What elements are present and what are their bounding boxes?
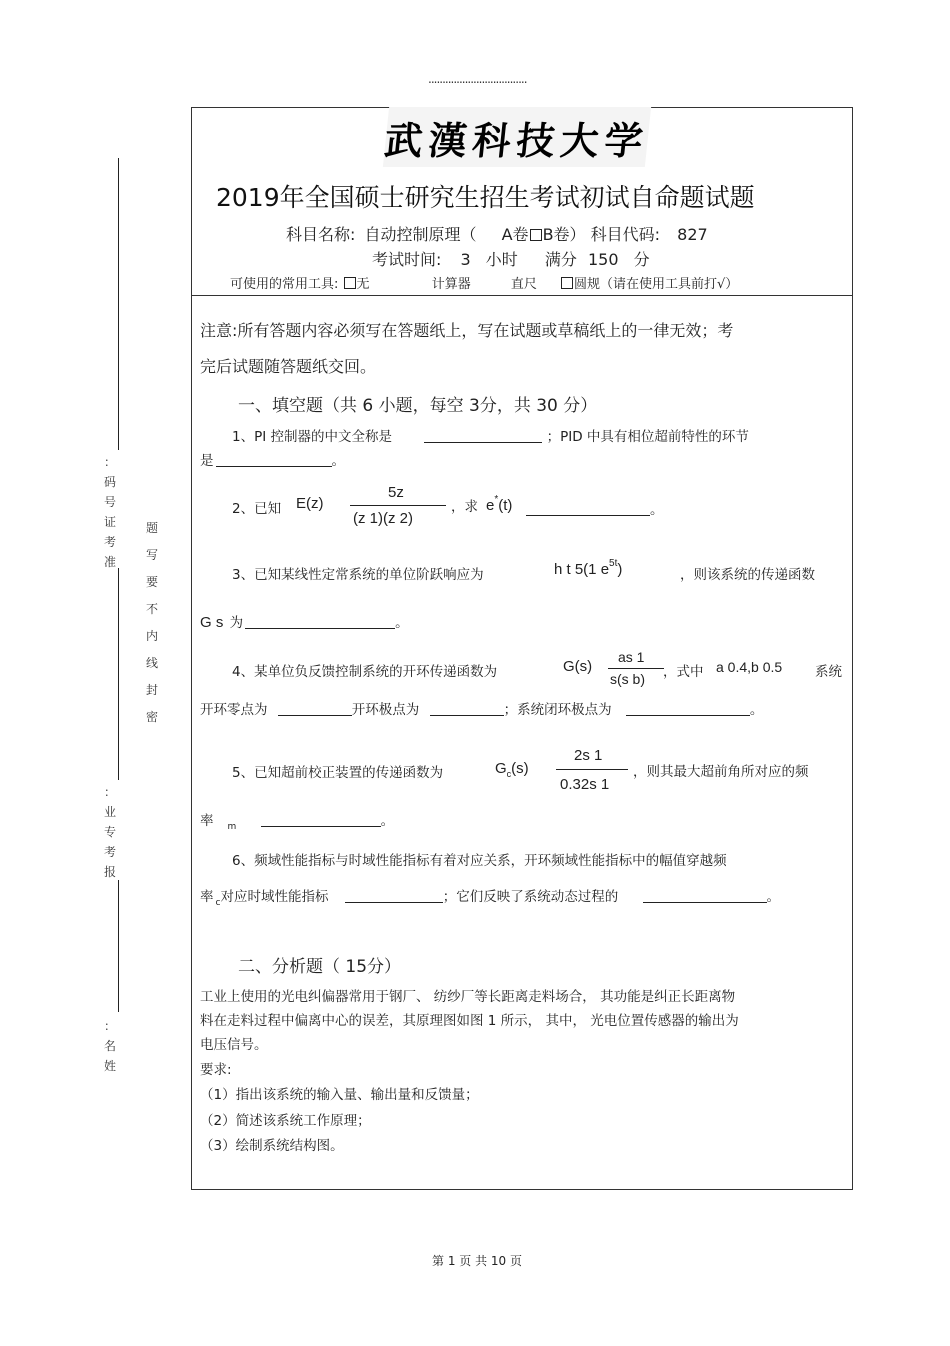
q4-blank-pole[interactable]: [430, 703, 504, 716]
q6-line-2: [200, 885, 781, 908]
q3-text-c: 为: [229, 615, 244, 631]
q6-text-b: 率: [200, 889, 214, 905]
q5-g-sub: c: [506, 769, 512, 779]
section2-req-1: （1）指出该系统的输入量、输出量和反馈量；: [200, 1087, 479, 1103]
time-line: [372, 247, 650, 270]
q2-fraction-line: [350, 505, 446, 506]
q1-text-c: 是: [200, 453, 214, 469]
notice-line-2: 完后试题随答题纸交回。: [200, 357, 377, 376]
q1-line-1: [232, 425, 749, 445]
subject-name: 自动控制原理（: [364, 225, 477, 244]
q2-text-a: 2、已知: [232, 501, 282, 517]
tool-ruler: 直尺: [510, 277, 537, 292]
q6-sub: c: [215, 898, 221, 908]
section2-req-label: 要求:: [200, 1062, 232, 1078]
q4-line-2: [200, 698, 763, 718]
q1-text-a: 1、PI 控制器的中文全称是: [232, 429, 393, 445]
q4-blank-zero[interactable]: [278, 703, 352, 716]
q2-target: [486, 494, 513, 514]
tools-line: [230, 273, 738, 292]
score-value: 150: [588, 250, 619, 269]
code-label: 科目代码:: [590, 225, 661, 244]
q5-fraction-line: [556, 769, 628, 770]
q6-end: 。: [766, 889, 781, 905]
q3-step-response: [554, 558, 623, 578]
q2-end: 。: [650, 502, 664, 518]
q3-text-a: 3、已知某线性定常系统的单位阶跃响应为: [232, 567, 484, 583]
q5-sub: m: [227, 822, 237, 832]
q4-blank-closed[interactable]: [626, 703, 750, 716]
q1-line-2: [200, 449, 345, 469]
q1-end: 。: [331, 453, 345, 469]
time-value: 3: [460, 250, 471, 269]
notice-line-1: 注意:所有答题内容必须写在答题纸上，写在试题或草稿纸上的一律无效；考: [200, 321, 734, 340]
section2-para-2: 料在走料过程中偏离中心的误差，其原理图如图 1 所示， 其中， 光电位置传感器的输出为: [200, 1013, 739, 1029]
paper-b: B卷）: [542, 225, 586, 244]
subject-line: [286, 222, 708, 245]
q3-exp: 5t: [609, 558, 618, 569]
q2-arg: (t): [498, 497, 513, 514]
q6-blank-1[interactable]: [345, 890, 443, 903]
q4-text-e: 开环极点为: [351, 702, 420, 718]
q3-line-2: [200, 611, 409, 631]
q5-blank[interactable]: [261, 814, 381, 827]
exam-title: 2019年全国硕士研究生招生考试初试自命题试题: [216, 183, 755, 212]
q2-answer: [526, 498, 664, 518]
subject-label: 科目名称:: [286, 225, 356, 244]
q4-numerator: as 1: [618, 649, 645, 665]
q5-text-c: 率: [200, 813, 214, 829]
q2-fn: e: [486, 497, 495, 514]
q2-text-mid: ，求: [451, 499, 478, 515]
section2-para-3: 电压信号。: [200, 1037, 268, 1053]
q5-line-2: [200, 809, 395, 832]
q4-params: a 0.4,b 0.5: [716, 659, 783, 675]
paper-a: A卷: [501, 225, 529, 244]
q3-text-b: ，则该系统的传递函数: [680, 567, 815, 583]
binding-line-3: [118, 880, 119, 1012]
section2-title: 二、分析题（ 15分）: [238, 957, 402, 977]
q4-denominator: s(s b): [610, 671, 645, 687]
q4-text-d: 开环零点为: [200, 702, 268, 718]
q5-g-letter: G: [495, 760, 507, 777]
q5-g: [495, 760, 529, 777]
tool-calc: 计算器: [431, 277, 471, 292]
score-unit: 分: [633, 250, 650, 269]
q4-text-c: 系统: [815, 664, 842, 680]
q3-close: ): [617, 561, 623, 578]
q2-star: *: [494, 494, 499, 505]
section2-para-1: 工业上使用的光电纠偏器常用于钢厂、 纺纱厂等长距离走料场合， 其功能是纠正长距离物: [200, 989, 736, 1005]
university-logo: 武漢科技大学: [383, 107, 651, 167]
subject-code: 827: [677, 225, 708, 244]
time-unit: 小时: [485, 250, 518, 269]
time-label: 考试时间:: [372, 250, 442, 269]
q6-text-a: 6、频域性能指标与时域性能指标有着对应关系，开环频域性能指标中的幅值穿越频: [232, 853, 727, 869]
q3-end: 。: [395, 615, 409, 631]
tools-label: 可使用的常用工具:: [230, 277, 339, 292]
header-divider: [191, 295, 853, 296]
q5-g-s: (s): [511, 760, 529, 777]
binding-line-2: [118, 568, 119, 780]
q4-g: G(s): [563, 658, 593, 675]
q5-end: 。: [380, 813, 395, 829]
q4-text-a: 4、某单位负反馈控制系统的开环传递函数为: [232, 664, 498, 680]
q4-fraction-line: [608, 668, 664, 669]
score-label: 满分: [544, 250, 577, 269]
major-label: ：业专考报: [103, 785, 116, 879]
checkbox-b-icon: [530, 229, 542, 241]
page-footer: 第 1 页 共 10 页: [432, 1254, 522, 1268]
section2-req-3: （3）绘制系统结构图。: [200, 1138, 344, 1154]
q6-text-d: ；它们反映了系统动态过程的: [442, 889, 619, 905]
q2-numerator: 5z: [388, 484, 404, 501]
binding-warning: 题写要不内线封密: [145, 521, 158, 724]
section1-title: 一、填空题（共 6 小题，每空 3分，共 30 分）: [238, 396, 598, 416]
tool-compass: 圆规（请在使用工具前打√）: [574, 277, 739, 292]
checkbox-none-icon: [344, 277, 356, 289]
q3-h: h t 5(1 e: [554, 561, 610, 578]
q6-blank-2[interactable]: [643, 890, 767, 903]
q4-text-f: ；系统闭环极点为: [503, 702, 612, 718]
section2-req-2: （2）简述该系统工作原理；: [200, 1113, 371, 1129]
q5-text-b: ，则其最大超前角所对应的频: [633, 764, 809, 780]
checkbox-compass-icon: [561, 277, 573, 289]
q3-blank[interactable]: [245, 616, 395, 629]
tool-none: 无: [356, 277, 370, 292]
q5-text-a: 5、已知超前校正装置的传递函数为: [232, 765, 444, 781]
q4-end: 。: [749, 702, 764, 718]
q2-denominator: (z 1)(z 2): [353, 510, 413, 527]
q1-text-b: ；PID 中具有相位超前特性的环节: [546, 429, 749, 445]
q1-blank-1[interactable]: [424, 430, 542, 443]
candidate-id-label: ：码号证考准: [103, 455, 116, 569]
binding-line-1: [118, 158, 119, 450]
q2-blank[interactable]: [526, 503, 650, 516]
q5-numerator: 2s 1: [574, 747, 603, 764]
top-dotted-line: ...................................: [428, 72, 527, 86]
name-label: ：名姓: [103, 1019, 116, 1073]
q6-text-c: 对应时域性能指标: [220, 889, 329, 905]
q4-text-b: ，式中: [663, 664, 704, 680]
q2-lhs: E(z): [296, 495, 324, 512]
q5-denominator: 0.32s 1: [560, 776, 610, 793]
q3-g: G s: [200, 614, 224, 631]
q1-blank-2[interactable]: [216, 454, 332, 467]
